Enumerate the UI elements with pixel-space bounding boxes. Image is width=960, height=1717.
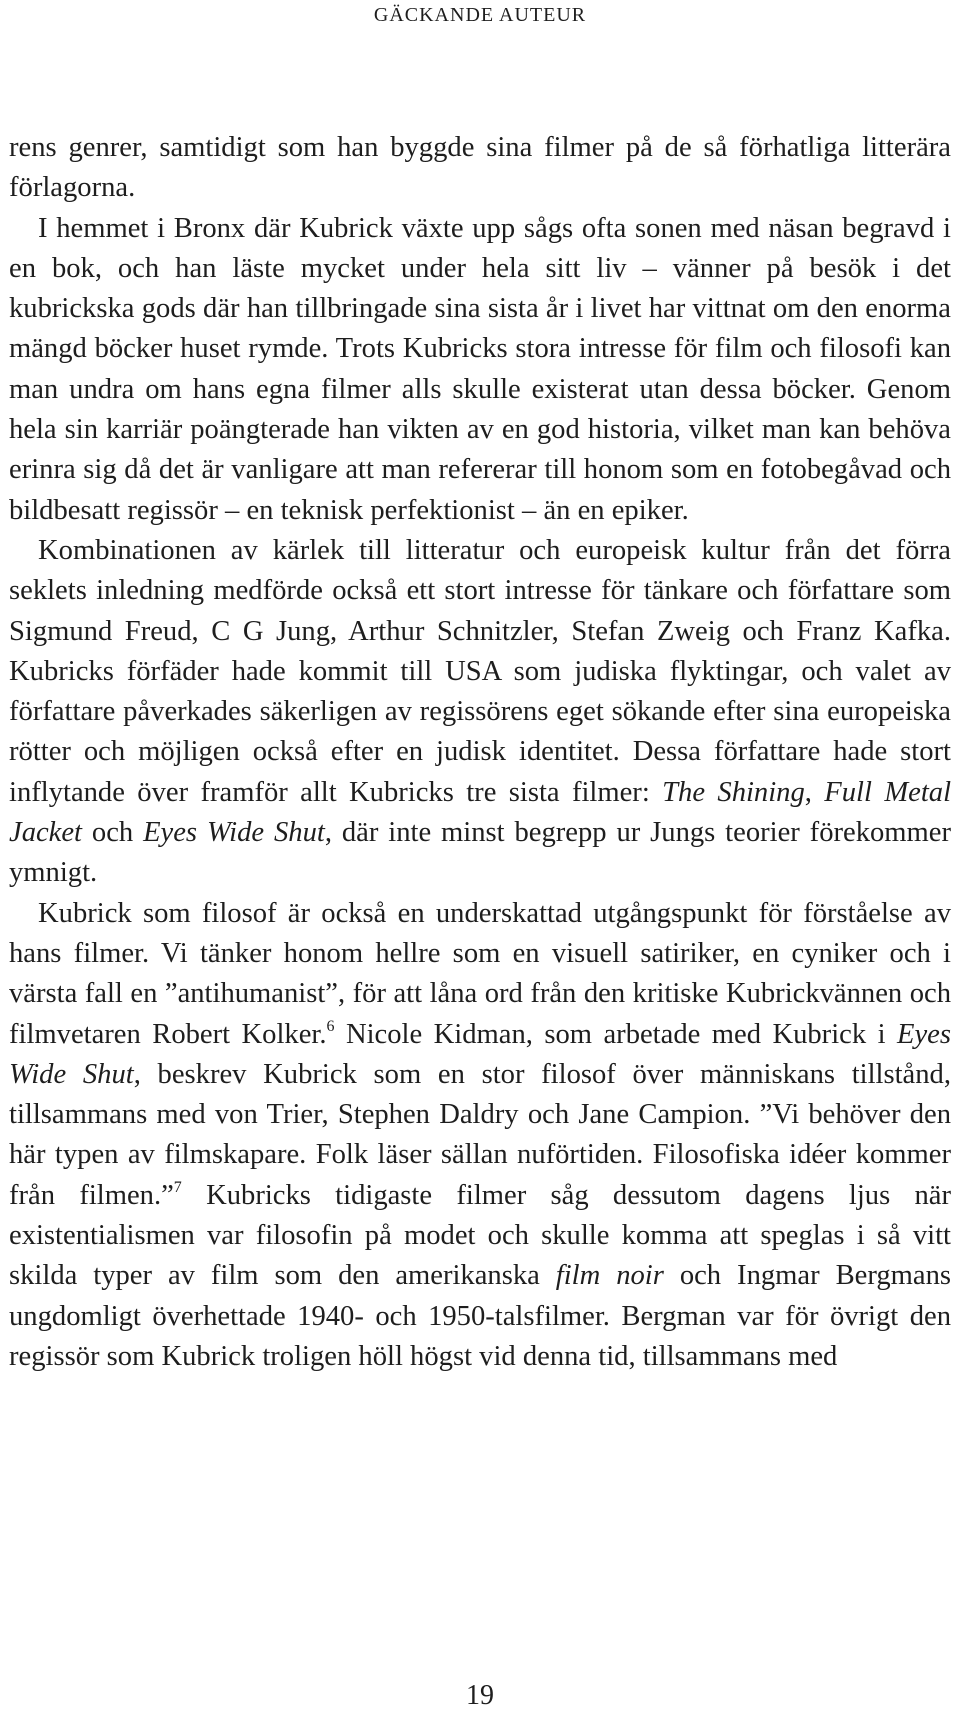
- footnote-ref-6[interactable]: 6: [326, 1017, 335, 1035]
- film-title-full-metal-jacket: Full Metal Jacket: [9, 776, 952, 849]
- term-film-noir: film noir: [555, 1260, 664, 1292]
- footnote-ref-7[interactable]: 7: [173, 1178, 182, 1196]
- paragraph-1: rens genrer, samtidigt som han byggde sina filmer på de så förhatliga litterära förlagorna.: [9, 132, 951, 204]
- paragraph-3-text-c: och: [82, 817, 144, 849]
- running-head: GÄCKANDE AUTEUR: [373, 4, 587, 26]
- paragraph-3-text-a: Kombinationen av kärlek till litteratur och europeisk kultur från det förra seklets inledning medförde också ett stort intresse för tänkare och författare som Sigmund Freud, C G Jung, Arthur Schnitzler, Stefan Zweig och Franz Kafka. Kubricks förfäder hade kommit till USA som judiska flyktingar, och valet av författare påverkades säkerligen av regissörens eget sökande efter sina europeiska rötter och möjligen också efter en judisk identitet. Dessa författare hade stort inflytande över framför allt Kubricks tre sista filmer:: [9, 534, 951, 808]
- paragraph-4: [9, 894, 951, 1378]
- film-title-eyes-wide-shut: Eyes Wide Shut: [143, 817, 325, 849]
- film-title-eyes-wide-shut-2: Eyes Wide Shut: [9, 1018, 951, 1090]
- body-text: [9, 128, 951, 1377]
- paragraph-4-text-a: Kubrick som filosof är också en underskattad utgångspunkt för förståelse av hans filmer. Vi tänker honom hellre som en visuell satiriker, en cyniker och i värsta fall en ”antihumanist”, för att låna ord från den kritiske Kubrickvännen och filmvetaren Robert Kolker.: [9, 897, 951, 1050]
- paragraph-2: I hemmet i Bronx där Kubrick växte upp sågs ofta sonen med näsan begravd i en bok, och han läste mycket under hela sitt liv – vänner på besök i det kubrickska gods där han tillbringade sina sista år i livet har vittnat om den enorma mängd böcker huset rymde. Trots Kubricks stora intresse för film och filosofi kan man undra om hans egna filmer alls skulle existerat utan dessa böcker. Genom hela sin karriär poängterade han vikten av en god historia, vilket man kan behöva erinra sig då det är vanligare att man refererar till honom som en fotobegåvad och bildbesatt regissör – en teknisk perfektionist – än en epiker.: [9, 212, 951, 526]
- paragraph-3-text-b: ,: [804, 776, 825, 808]
- page-number: 19: [466, 1680, 494, 1711]
- film-title-the-shining: The Shining: [662, 776, 805, 808]
- paragraph-4-text-c: , beskrev Kubrick som en stor filosof över människans tillstånd, tillsammans med von Trier, Stephen Daldry och Jane Campion. ”Vi behöver den här typen av filmskapare. Folk läser sällan nuförtiden. Filosofiska idéer kommer från filmen.”: [9, 1058, 951, 1211]
- paragraph-4-text-e: och Ingmar Bergmans ungdomligt överhettade 1940- och 1950-talsfilmer. Bergman var för övrigt den regissör som Kubrick troligen höll högst vid denna tid, tillsammans med: [9, 1260, 951, 1372]
- paragraph-4-text-b: Nicole Kidman, som arbetade med Kubrick i: [334, 1018, 897, 1050]
- paragraph-4-text-d: Kubricks tidigaste filmer såg dessutom dagens ljus när existentialismen var filosofin på modet och skulle komma att speglas i så vitt skilda typer av film som den amerikanska: [9, 1179, 951, 1292]
- paragraph-3: [9, 531, 951, 894]
- paragraph-3-text-d: , där inte minst begrepp ur Jungs teorier förekommer ymnigt.: [9, 817, 951, 889]
